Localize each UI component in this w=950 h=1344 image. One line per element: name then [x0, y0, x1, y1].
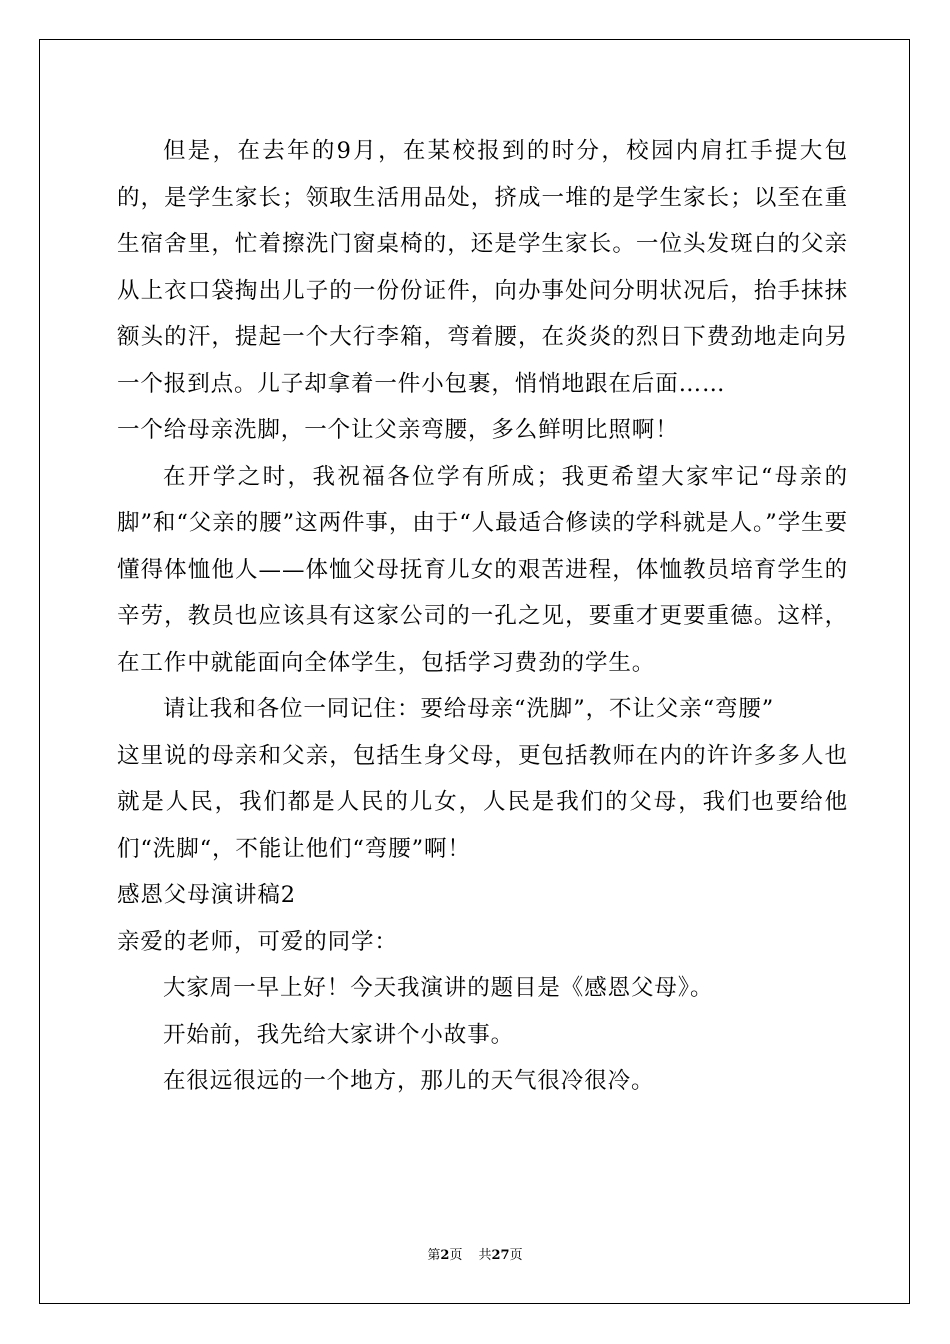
page-current: 2: [440, 1248, 450, 1263]
total-prefix: 共: [478, 1248, 492, 1263]
page-suffix: 页: [449, 1248, 463, 1263]
paragraph-story-intro: 开始前，我先给大家讲个小故事。: [163, 1021, 515, 1048]
paragraph-greeting: 大家周一早上好！今天我演讲的题目是《感恩父母》。: [163, 975, 714, 1001]
section-heading: 感恩父母演讲稿2: [117, 882, 297, 908]
paragraph-people-as-parents: 这里说的母亲和父亲，包括生身父母，更包括教师在内的许许多多人也就是人民，我们都是人民的儿女，人民是我们的父母，我们也要给他们“洗脚“，不能让他们“弯腰”啊！: [117, 742, 848, 862]
page-footer: [0, 1247, 950, 1265]
paragraph-remember: 请让我和各位一同记住：要给母亲“洗脚”，不让父亲“弯腰”: [163, 696, 775, 722]
paragraph-parents-at-school: 但是，在去年的9月，在某校报到的时分，校园内肩扛手提大包的，是学生家长；领取生活用品处，挤成一堆的是学生家长；以至在重生宿舍里，忙着擦洗门窗桌椅的，还是学生家长。一位头发斑白的父亲从上衣口袋掏出儿子的一份份证件，向办事处问分明状况后，抬手抹抹额头的汗，提起一个大行李箱，弯着腰，在炎炎的烈日下费劲地走向另一个报到点。儿子却拿着一件小包裹，悄悄地跟在后面……: [117, 138, 848, 397]
document-body: [117, 128, 848, 1105]
total-suffix: 页: [509, 1248, 523, 1263]
paragraph-story-start: 在很远很远的一个地方，那儿的天气很冷很冷。: [163, 1068, 655, 1094]
page-prefix: 第: [427, 1248, 441, 1263]
salutation: 亲爱的老师，可爱的同学：: [117, 928, 398, 955]
paragraph-contrast: 一个给母亲洗脚，一个让父亲弯腰，多么鲜明比照啊！: [117, 417, 679, 443]
paragraph-opening-wishes: 在开学之时，我祝福各位学有所成；我更希望大家牢记“母亲的脚”和“父亲的腰”这两件事，由于“人最适合修读的学科就是人。”学生要懂得体恤他人——体恤父母抚育儿女的艰苦进程，体恤教员培育学生的辛劳，教员也应该具有这家公司的一孔之见，要重才更要重德。这样，在工作中就能面向全体学生，包括学习费劲的学生。: [117, 463, 848, 676]
page-total: 27: [491, 1248, 510, 1263]
